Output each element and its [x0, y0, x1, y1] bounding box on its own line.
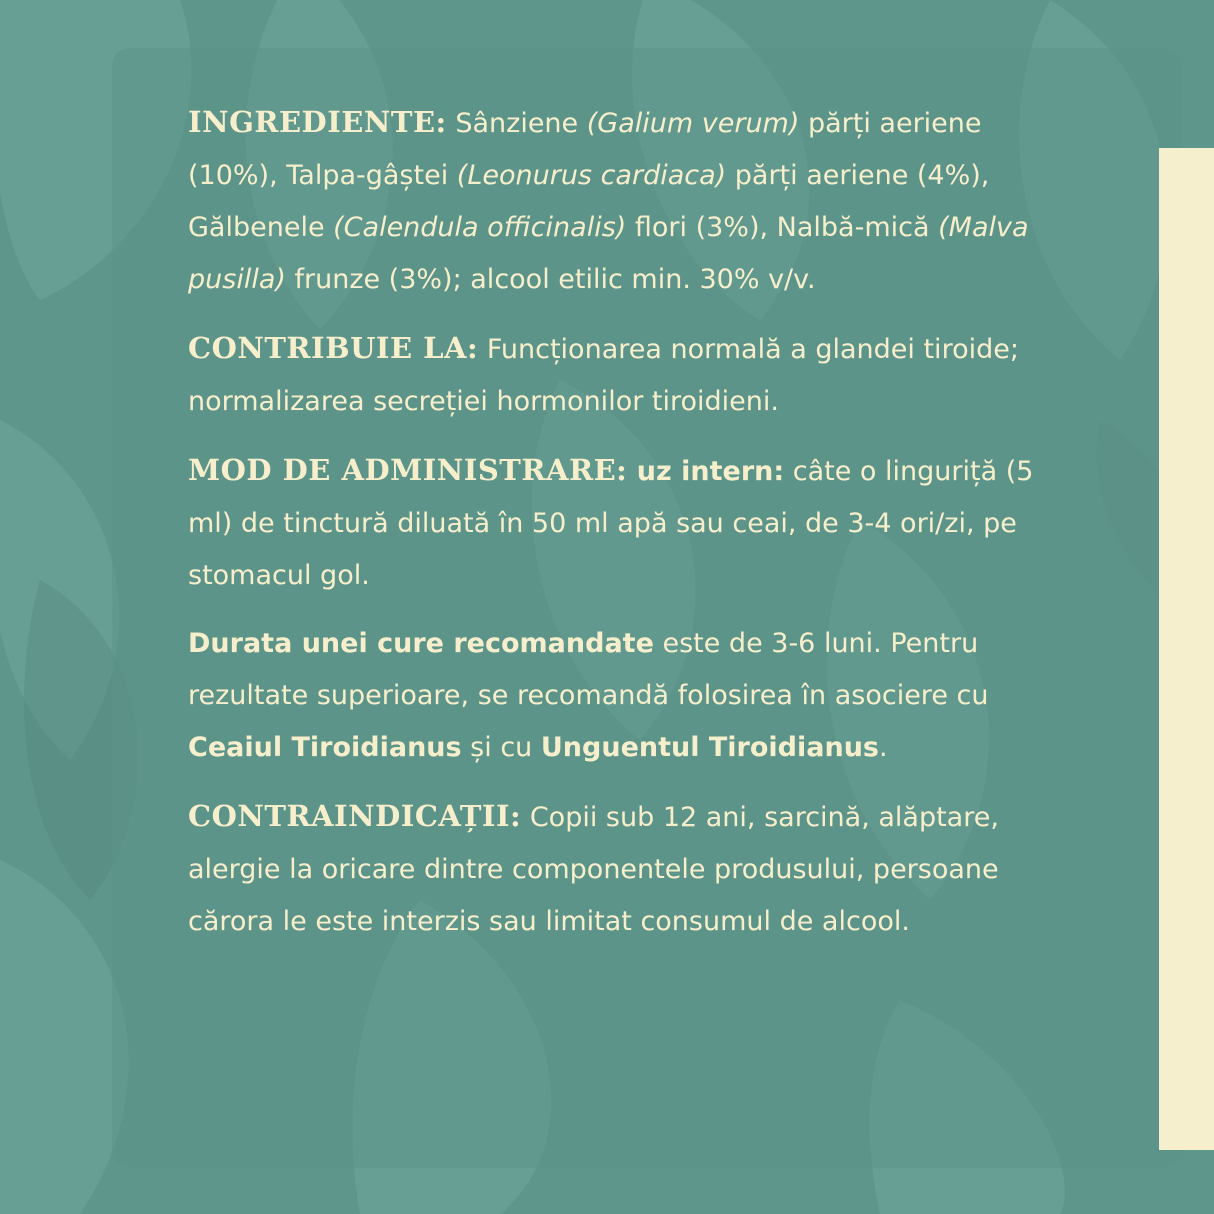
- ingredients-section: [188, 96, 1038, 306]
- duration-section: [188, 618, 1038, 774]
- contributes-section: [188, 322, 1038, 428]
- administration-usage: uz intern:: [627, 456, 785, 487]
- ingredient-latin-name: (Leonurus cardiaca): [456, 160, 727, 191]
- ingredients-text: flori (3%), Nalbă-mică: [626, 212, 939, 243]
- contraindications-text: Copii sub 12 ani, sarcină, alăptare, alergie la oricare dintre componentele produsului, persoane cărora le este interzis sau limitat consumul de alcool.: [188, 802, 999, 937]
- ingredients-text: Sânziene: [446, 108, 587, 139]
- administration-section: [188, 444, 1038, 602]
- contraindications-section: [188, 790, 1038, 948]
- related-product-tea: Ceaiul Tiroidianus: [188, 732, 462, 763]
- ingredients-text: frunze (3%); alcool etilic min. 30% v/v.: [285, 264, 816, 295]
- ingredients-text: părți aeriene (4%), Gălbenele: [188, 160, 990, 243]
- duration-label: Durata unei cure recomandate: [188, 628, 654, 659]
- administration-heading: MOD DE ADMINISTRARE:: [188, 453, 628, 487]
- duration-text: este de 3-6 luni. Pentru rezultate superioare, se recomandă folosirea în asociere cu: [188, 628, 989, 711]
- duration-text: .: [879, 732, 888, 763]
- ingredients-heading: INGREDIENTE:: [188, 105, 447, 139]
- accent-strip: [1159, 148, 1214, 1150]
- ingredient-latin-name: (Malva pusilla): [188, 212, 1029, 295]
- related-product-ointment: Unguentul Tiroidianus: [540, 732, 879, 763]
- administration-text: câte o linguriță (5 ml) de tinctură diluată în 50 ml apă sau ceai, de 3-4 ori/zi, pe stomacul gol.: [188, 456, 1034, 591]
- ingredients-text: părți aeriene (10%), Talpa-gâștei: [188, 108, 982, 191]
- contributes-heading: CONTRIBUIE LA:: [188, 331, 479, 365]
- duration-text: și cu: [461, 732, 541, 763]
- ingredient-latin-name: (Calendula officinalis): [333, 212, 627, 243]
- contributes-text: Funcționarea normală a glandei tiroide; normalizarea secreției hormonilor tiroidieni.: [188, 334, 1019, 417]
- contraindications-heading: CONTRAINDICAȚII:: [188, 799, 522, 833]
- product-info: [188, 96, 1038, 964]
- ingredient-latin-name: (Galium verum): [586, 108, 800, 139]
